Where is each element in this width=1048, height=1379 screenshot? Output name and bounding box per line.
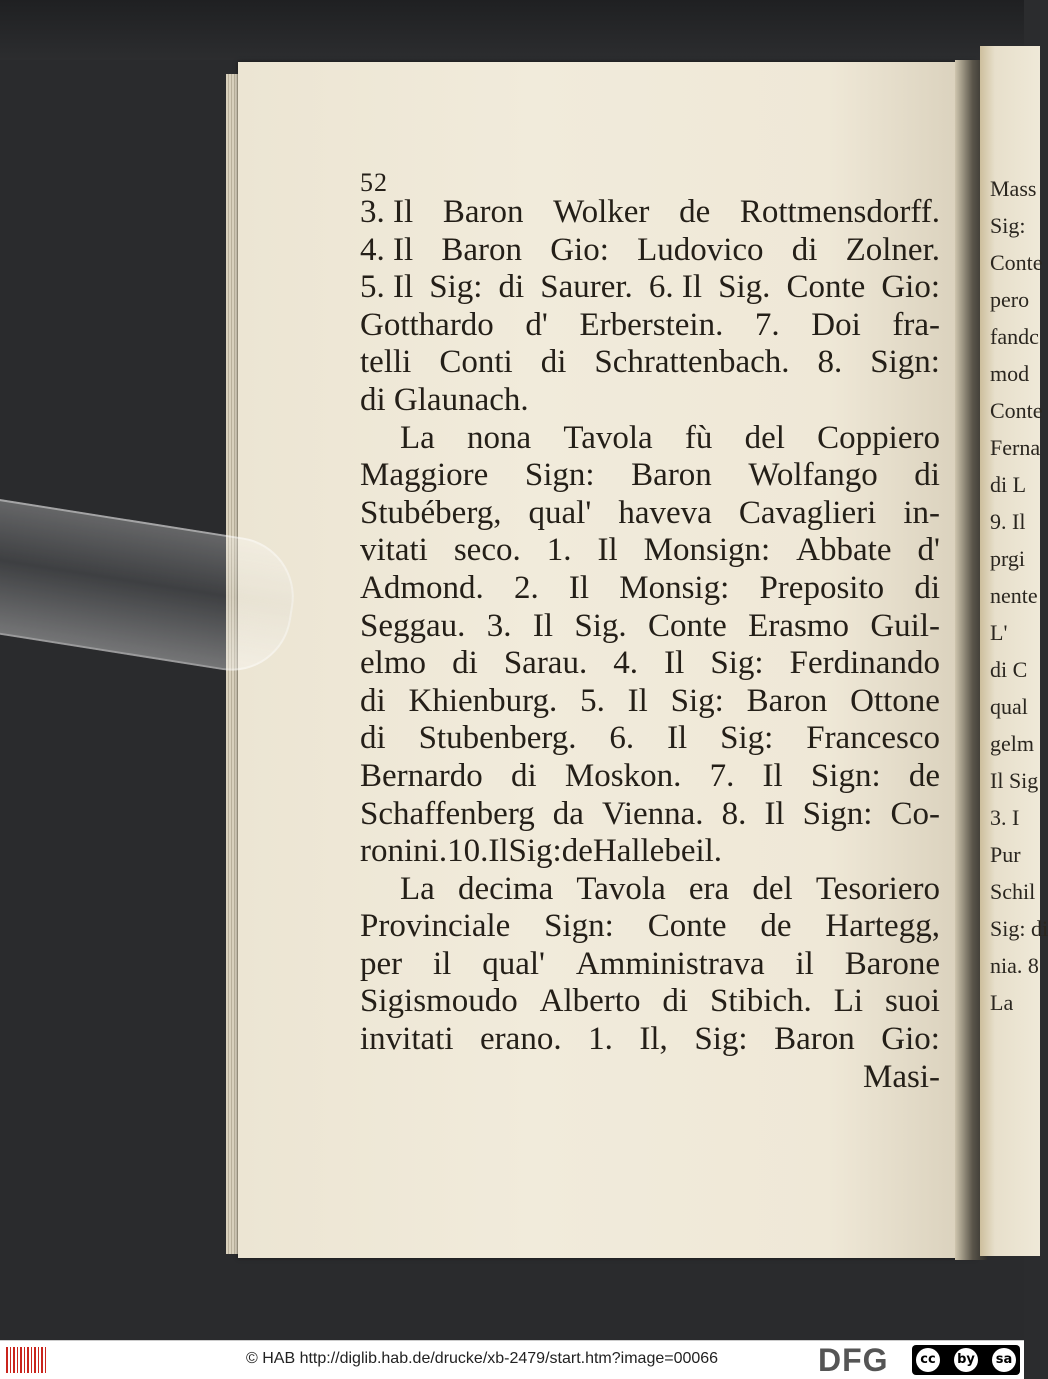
word: di [360,682,386,719]
word: Baron [746,682,828,719]
word: 7. [754,306,780,343]
word: Sign: [802,795,873,832]
word: Conti [439,344,513,381]
word: Sarau. [503,645,588,682]
word: Erasmo [748,607,849,644]
word: Tavola [563,419,653,456]
next-page-fragment: nente [990,583,1038,608]
word: de [760,908,792,945]
cc-icon: cc [916,1348,940,1372]
word: Il [488,833,509,870]
word: di [662,983,689,1020]
word: Baron [442,194,524,230]
hab-logo-icon [6,1347,46,1373]
text-line [360,1059,940,1097]
word: Khienburg. [408,682,558,719]
by-icon: by [954,1348,978,1372]
text-line [360,608,940,646]
next-page-fragment: Conte [990,250,1043,275]
word: Schaffenberg [360,795,535,832]
word: de [679,194,711,230]
word: Sig: [429,269,483,306]
word: Sign: [524,457,595,494]
next-page-fragment: nia. 8 [990,953,1039,978]
word: 2. [513,569,539,606]
word: Provinciale [360,908,511,945]
word: Sig: [694,1021,748,1058]
text-line [360,420,940,458]
word: da [552,795,584,832]
text-line [360,796,940,834]
word: 1. [546,532,572,569]
word: Baron [631,457,712,494]
next-page-text [990,170,1048,1021]
word: Erberstein. [579,306,724,343]
word: di [452,645,478,682]
word: 5. [580,682,605,719]
word: era [688,870,730,907]
word: Moskon. [564,757,682,794]
word: Vienna. [602,795,704,832]
word: Sig: [710,645,764,682]
word: Maggiore [360,457,489,494]
word: Sig: [670,682,724,719]
word: Sigismoudo [360,983,518,1020]
word: 3. Il [360,194,414,230]
next-page-fragment: Pur [990,842,1021,867]
word: Li [833,983,864,1020]
word: di [914,569,940,606]
word: di Glaunach. [360,381,529,418]
word: Coppiero [817,419,940,456]
word: Cavaglieri [738,494,877,531]
word: Abbate [796,532,892,569]
word: Monsign: [643,532,771,569]
text-line [360,382,940,420]
word: haveva [618,494,712,531]
text-line [360,495,940,533]
next-page-fragment: L' [990,620,1008,645]
word: di [360,720,386,757]
dfg-logo: DFG [818,1342,889,1378]
word: La [400,870,435,907]
word: Seggau. [360,607,466,644]
word: Saurer. [540,269,633,306]
word: Doi [811,306,861,343]
text-line [360,946,940,984]
word: Hallebeil. [592,833,723,870]
word: di [511,757,537,794]
next-page-fragment: Il Sig [990,768,1039,793]
next-page-fragment: 3. I [990,805,1020,830]
word: Guil- [870,607,940,644]
word: Il [597,532,618,569]
viewer-footer [0,1340,1024,1379]
text-line [360,833,940,871]
copyright-link[interactable]: © HAB http://diglib.hab.de/drucke/xb-2479/start.htm?image=00066 [246,1350,719,1367]
word: elmo [360,645,426,682]
word: Il [664,645,685,682]
word: in- [903,494,940,531]
word: Alberto [539,983,641,1020]
word: Wolker [553,194,650,230]
word: invitati [360,1021,454,1058]
word: vitati [360,532,428,569]
text-line [360,758,940,796]
word: Baron [441,231,523,268]
text-line [360,871,940,909]
next-page-fragment: La [990,990,1014,1015]
next-page-fragment: di C [990,657,1028,682]
word: Sig. [574,607,627,644]
word: di [914,457,940,494]
word: Gotthardo [360,306,494,343]
word: Stubéberg, [360,494,502,531]
word: Sig. [718,269,771,306]
word: Gio: [881,269,940,306]
next-page-fragment: di L [990,472,1027,497]
next-page-fragment: pero [990,287,1030,312]
word: Il [532,607,554,644]
word: 1. [588,1021,613,1058]
text-line [360,232,940,270]
page-number: 52 [360,168,388,197]
word: Preposito [759,569,885,606]
word: Bernardo [360,757,483,794]
next-page-fragment: prgi [990,546,1026,571]
next-page-fragment: Ferna [990,435,1041,460]
word: d' [525,306,548,343]
word: qual' [528,494,592,531]
word: 7. [709,757,735,794]
word: Francesco [806,720,940,757]
word: 6. Il [648,269,703,306]
word: suoi [884,983,940,1020]
word: Tavola [576,870,666,907]
word: Co- [890,795,940,832]
sa-icon: sa [992,1348,1016,1372]
text-line [360,683,940,721]
word: erano. [480,1021,562,1058]
word: Sig: [720,720,774,757]
word: Ludovico [637,231,764,268]
text-lines [360,194,940,1096]
cc-license-badge[interactable] [912,1345,1020,1375]
word: fra- [892,306,940,343]
word: 4. Il [360,231,414,268]
word: Masi- [863,1058,940,1095]
word: Gio: [550,231,609,268]
next-page-fragment: mod [990,361,1030,386]
word: Barone [844,945,940,982]
word: Sign: [544,908,614,945]
word: nona [467,419,532,456]
word: de [908,757,940,794]
next-page-fragment: gelm [990,731,1034,756]
word: qual' [482,945,545,982]
word: Il [764,795,785,832]
text-line [360,307,940,345]
word: 3. [486,607,512,644]
word: Wolfango [748,457,878,494]
word: Conte [647,908,727,945]
word: Admond. [360,569,484,606]
next-page-fragment: Conte [990,398,1043,423]
word: Gio: [881,1021,940,1058]
text-line [360,1021,940,1059]
word: Zolner. [845,231,940,268]
word: ronini. [360,833,448,870]
word: decima [457,870,554,907]
word: Sign: [810,757,881,794]
word: Schrattenbach. [594,344,790,381]
word: Il [762,757,783,794]
next-page-fragment: fandc [990,324,1039,349]
word: Stubenberg. [418,720,577,757]
next-page-fragment: Mass [990,176,1037,201]
word: de [561,833,593,870]
page-text [360,168,940,1096]
word: il [433,945,452,982]
word: 6. [609,720,635,757]
word: Sign: [870,344,940,381]
word: 8. [721,795,747,832]
word: del [744,419,785,456]
text-line [360,908,940,946]
word: Ferdinando [789,645,940,682]
background-cloth [0,0,1024,60]
word: 8. [817,344,843,381]
word: del [752,870,793,907]
text-line [360,983,940,1021]
word: per [360,945,403,982]
next-page-fragment: Schil [990,879,1036,904]
next-page-fragment: Sig: di [990,916,1048,941]
word: Conte [786,269,866,306]
text-line [360,269,940,307]
word: d' [917,532,940,569]
word: Monsig: [619,569,730,606]
word: Baron [774,1021,855,1058]
word: di [540,344,567,381]
text-line [360,344,940,382]
word: Conte [647,607,727,644]
word: di [791,231,818,268]
word: di [498,269,525,306]
word: Sig: [508,833,562,870]
word: Il, [639,1021,668,1058]
word: il [795,945,814,982]
word: telli [360,344,412,381]
text-line [360,720,940,758]
text-line [360,645,940,683]
next-page-fragment: 9. Il [990,509,1026,534]
word: Il [627,682,648,719]
next-page-fragment: qual [990,694,1028,719]
word: fù [684,419,713,456]
word: Il [667,720,688,757]
word: Stibich. [710,983,812,1020]
next-page-fragment: Sig: [990,213,1026,238]
word: Rottmensdorff. [739,194,940,230]
word: 4. [613,645,639,682]
word: 10. [447,833,489,870]
text-line [360,457,940,495]
word: 5. Il [360,269,414,306]
text-line [360,194,940,232]
text-line [360,570,940,608]
word: Tesoriero [815,870,940,907]
word: Hartegg, [825,908,940,945]
word: Ottone [850,682,940,719]
word: Amministrava [575,945,765,982]
word: Il [568,569,590,606]
word: La [400,419,435,456]
word: seco. [453,532,521,569]
text-line [360,532,940,570]
